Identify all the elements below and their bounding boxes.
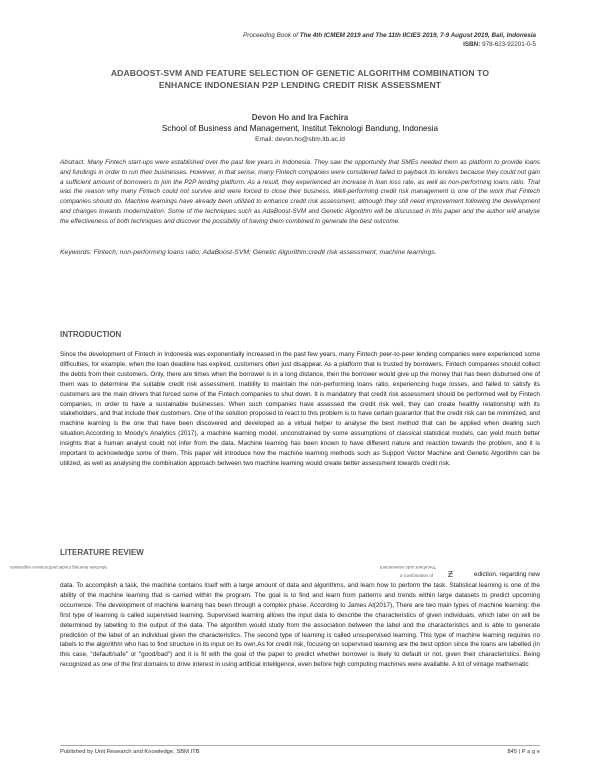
- footer-divider: [60, 745, 540, 746]
- authors: Devon Ho and Ira Fachira: [251, 113, 349, 122]
- author-email: Email: devon.ho@sbm.itb.ac.id: [255, 136, 345, 143]
- introduction-text: Since the development of Fintech in Indonesia was exponentially increased in the past few years, many Fintech peer-to-peer lending companies were experienced some difficulties, for example, when the loan deadline has expired, customers often just disappear. As a platform that is trusted by borrowers, Fintech companies should collect the debts from their customers. Only, there are times when the borrower is in a long distance, then the borrower would give up the money that has been disbursed one of them was to determine the suitable credit risk assessment. Inability to maintain the non-performing loans ratio, experiencing huge losses, and failed to satisfy its customers are the main drivers that forced some of the Fintech companies to shut down. It is mandatory that credit risk assessment should be performed well by Fintech companies, in order to have a sustainable businesses. When such companies have assessed the credit risk well, they can create healthy relationship with its stakeholders, and that include their customers. One of the solution proposed to react to this problem is to have certain guarantor that the credit risk can be minimized, and machine learning is the one that have been discovered and developed as a virtual helper to analyse the best method that can be applied when dealing such situation.According to Moody's Analytics (2017), a machine learning model, unconstrained by some assumptions of classical statistical models, can yield much better insights that a human analyst could not infer from the data. Machine learning has been known to have different nature and reaction towards the problem, and it is important to acknowledge some of them. This paper will introduce how the machine learning methods such as Support Vector Machine and Genetic Algorithm can be utilized, as well as analysing the combination approach between two machine learning would create better assessment towards credit risk.: [60, 351, 540, 467]
- overlay-glyph: Ƶ: [448, 570, 453, 579]
- literature-review-text: data. To accomplish a task, the machine contains itself with a large amount of data and algorithms, and learn how to perform the task. Statistical learning is one of the ability of the machine learning that is carried within the program. The goal is to find and learn from patterns and trends within large datasets to predict upcoming occurrence. The development of machine learning has been through a complex phase. According to James Al(2017), There are two main types of machine learning: the first type of learning is called supervised learning. Supervised learning allows the input data to describe the characteristics of given individuals, which later on will be determined by labelling to the output of the data. The algorithm would study from the association between the label and the characteristics and is able to generate prediction of the label of an individual given the characteristics. The second type of learning is called unsupervised learning. This type of machine learning requires no labels to the algorithm who has to find structure in its input on its own.As for credit risk, focusing on supervised learning are the best option since the loans are labelled (in this case, "default/safe" or "good/bad") and it is fit with the goal of the paper to predict whether borrower is likely to default or not, given their characteristics. Being recognized as one of the first domains to drive interest in using artificial intelligence, even before high computing machines were available. A lot of vintage mathematic: [60, 582, 540, 669]
- introduction-heading: INTRODUCTION: [60, 330, 122, 339]
- keywords: Keywords: Fintech; non-performing loans ratio; AdaBoost-SVM; Genetic Algorithm;credit risk assessment; machine learnings.: [60, 249, 437, 256]
- abstract: Abstract. Many Fintech start-ups were established over the past few years in Indonesia. They saw the opportunity that SMEs needed them as platform to provide loans and fundings in order to run their businesses. However, in that sense, many Fintech companies were considered failed to payback its lenders because they could not gain a sufficient amount of borrowers to join the P2P lending platform. As a result, they experienced an increase in loan loss rate, as well as non-performing loans ratio. That was the reason why many Fintech could not survive and were forced to close their business. Well-performing credit risk management is one of the work that Fintech companies should do. Machine learnings have already been utilized to enhance credit risk assessment, although they still need improvement following the development and changes towards modernization. Some of the techniques such as AdaBoost-SVM and Genetic Algorithm will be discussed in this paper and the author will analyse the effectiveness of both techniques and discover the possibility of having them combined to generate the best outcome.: [60, 159, 540, 225]
- page-number: 845: [507, 749, 517, 755]
- paper-title: ADABOOST-SVM AND FEATURE SELECTION OF GENETIC ALGORITHM COMBINATION TO ENHANCE INDONESIAN P2P LENDING CREDIT RISK ASSESSMENT: [110, 68, 490, 90]
- literature-review-heading: LITERATURE REVIEW: [60, 548, 144, 557]
- affiliation: School of Business and Management, Institut Teknologi Bandung, Indonesia: [161, 124, 439, 133]
- page-number-block: 845 | P a g e: [507, 749, 540, 755]
- footer-publisher: Published by Unit Research and Knowledge, SBM ITB: [60, 749, 200, 755]
- literature-line-tail: ediction. regarding new: [473, 571, 540, 578]
- overlay-text-right: Traceback auto assessment: [380, 565, 437, 570]
- isbn-line: ISBN: 978-623-92201-0-5: [463, 41, 536, 48]
- overlay-text-left: Machine learning model performance regression: [10, 565, 107, 570]
- proceeding-event: The 4th ICMEM 2019 and The 11th IICIES 2019, 7-9 August 2019, Bali, Indonesia: [299, 32, 536, 39]
- proceeding-line: Proceeding Book of The 4th ICMEM 2019 and The 11th IICIES 2019, 7-9 August 2019, Bali, Indonesia: [243, 32, 536, 39]
- overlay-text-small: a combination of: [400, 573, 434, 578]
- proceeding-header: [243, 31, 536, 49]
